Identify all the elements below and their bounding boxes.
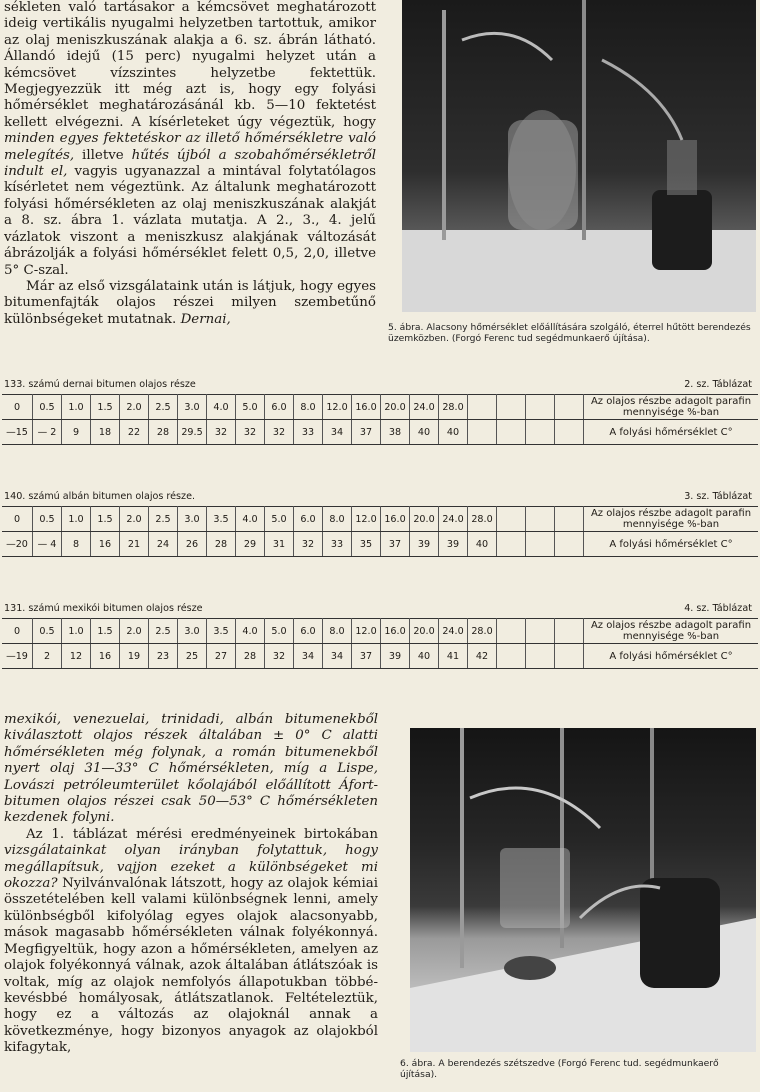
table-cell: 3.5	[207, 619, 236, 644]
table-cell: 40	[410, 644, 439, 669]
table-header	[0, 376, 760, 394]
table-title: 131. számú mexikói bitumen olajos része	[4, 603, 203, 614]
table-cell: 28.0	[439, 395, 468, 420]
table-cell: 39	[410, 532, 439, 557]
table-cell: 5.0	[236, 395, 265, 420]
table-cell: —19	[2, 644, 33, 669]
table-cell	[555, 644, 584, 669]
table-cell: 3.5	[207, 507, 236, 532]
table-cell: 19	[120, 644, 149, 669]
p4-text-b: Nyilvánvalónak látszott, hogy az olajok kémiai összetételében kell valami különbségnek lenni, amely különbségből kifolyólag egyes olajok alacsonyabb, mások magasabb hőmérsékleten válnak folyékonnyá. Megfigyeltük, hogy azon a hőmérsékleten, amelyen az olajok folyékonnyá válnak, azok általában átlátszóak is voltak, míg az olajok nemfolyós állapotukban többé-kevésbbé homályosak, átlátszatlanok. Feltételeztük, hogy ez a változás az olajoknál annak a következménye, hogy bizonyos anyagok az olajokból kifagytak,	[4, 876, 378, 1056]
table-row	[2, 532, 758, 557]
table-cell: 9	[62, 420, 91, 445]
table-cell: 2.5	[149, 395, 178, 420]
table-cell: 25	[178, 644, 207, 669]
table-cell	[526, 644, 555, 669]
table-cell: 41	[439, 644, 468, 669]
table-cell: 24.0	[410, 395, 439, 420]
table-cell: 2.0	[120, 619, 149, 644]
table-cell: 12.0	[352, 507, 381, 532]
table-3	[0, 488, 760, 557]
table-cell: 28	[149, 420, 178, 445]
row-label: Az olajos részbe adagolt parafin mennyisége %-ban	[584, 619, 759, 644]
table-cell: 27	[207, 644, 236, 669]
table-cell: 22	[120, 420, 149, 445]
table-cell: 20.0	[410, 507, 439, 532]
table-number: 3. sz. Táblázat	[684, 491, 752, 502]
p3-emphasis: mexikói, venezuelai, trinidadi, albán bitumenekből kiválasztott olajos részek általában ± 0° C alatti hőmérsékleten még folynak, a román bitumenekből nyert olaj 31—33° C hőmérsékleten, míg a Lispe, Lovászi petróleumterület kőolajából előállított Áfort-bitumen olajos részei csak 50—53° C hőmérsékleten kezdenek folyni.	[4, 712, 378, 826]
table-cell: 6.0	[294, 619, 323, 644]
table-cell: 37	[352, 420, 381, 445]
table-cell: 4.0	[236, 619, 265, 644]
row-label: A folyási hőmérséklet C°	[584, 532, 759, 557]
table-cell	[497, 532, 526, 557]
table-cell: 24.0	[439, 507, 468, 532]
table-cell: 28.0	[468, 619, 497, 644]
table-row	[2, 395, 758, 420]
table-cell: 29.5	[178, 420, 207, 445]
table-cell	[526, 507, 555, 532]
table-cell	[555, 619, 584, 644]
table-cell	[555, 420, 584, 445]
table-cell: 31	[265, 532, 294, 557]
table-cell: 16.0	[381, 507, 410, 532]
table-cell: 6.0	[265, 395, 294, 420]
top-text-column	[4, 0, 376, 328]
table-cell: 8	[62, 532, 91, 557]
table-2	[0, 376, 760, 445]
table-cell: 1.5	[91, 507, 120, 532]
table-cell: 26	[178, 532, 207, 557]
table-cell: 18	[91, 420, 120, 445]
table-cell: 1.0	[62, 619, 91, 644]
table-row	[2, 619, 758, 644]
table-cell: 16.0	[352, 395, 381, 420]
table-cell: 2.5	[149, 507, 178, 532]
figure-5-caption: 5. ábra. Alacsony hőmérséklet előállítására szolgáló, éterrel hűtött berendezés üzemközben. (Forgó Ferenc tud segédmunkaerő újítása).	[388, 322, 751, 344]
table-cell: 0.5	[33, 619, 62, 644]
table-cell	[497, 395, 526, 420]
table-cell: 4.0	[236, 507, 265, 532]
table-cell: 28.0	[468, 507, 497, 532]
table-cell: 6.0	[294, 507, 323, 532]
p4-text-a: Az 1. táblázat mérési eredményeinek birtokában	[26, 826, 378, 842]
table-cell	[555, 532, 584, 557]
table-cell: 32	[236, 420, 265, 445]
figure-5-photo	[402, 0, 756, 312]
table-cell: 8.0	[323, 507, 352, 532]
table-cell: 0.5	[33, 395, 62, 420]
table-cell: 32	[207, 420, 236, 445]
table-row	[2, 420, 758, 445]
table-cell: 21	[120, 532, 149, 557]
p2-text: Már az első vizsgálataink után is látjuk, hogy egyes bitumenfajták olajos részei milyen szembetűnő különbségeket mutatnak.	[4, 278, 376, 327]
table-cell: — 4	[33, 532, 62, 557]
figure-6-caption: 6. ábra. A berendezés szétszedve (Forgó Ferenc tud. segédmunkaerő újítása).	[400, 1058, 719, 1080]
table-cell: 37	[352, 644, 381, 669]
paragraph-1	[4, 0, 376, 279]
table-cell: 32	[294, 532, 323, 557]
table-cell: 8.0	[294, 395, 323, 420]
table-cell	[526, 619, 555, 644]
table-cell: 5.0	[265, 619, 294, 644]
table-title: 140. számú albán bitumen olajos része.	[4, 491, 196, 502]
table-cell: —15	[2, 420, 33, 445]
table-cell: 12.0	[352, 619, 381, 644]
table-cell: 24.0	[439, 619, 468, 644]
table-cell: 23	[149, 644, 178, 669]
table-row	[2, 644, 758, 669]
table-cell	[497, 420, 526, 445]
table-cell	[555, 395, 584, 420]
bottom-text-column	[4, 712, 378, 1057]
table-cell: 2.0	[120, 507, 149, 532]
table-cell: 24	[149, 532, 178, 557]
table-cell: 38	[381, 420, 410, 445]
table-cell: 32	[265, 644, 294, 669]
table-title: 133. számú dernai bitumen olajos része	[4, 379, 196, 390]
p1-emphasis-2: hűtés újból a szobahőmérsékletről indult el,	[4, 147, 376, 180]
p4-emphasis: vizsgálatainkat olyan irányban folytattuk, hogy megállapítsuk, vajjon ezeket a különbségeket mi okozza?	[4, 843, 378, 892]
table-cell: 3.0	[178, 395, 207, 420]
table-cell: 0	[2, 619, 33, 644]
table-cell: 3.0	[178, 507, 207, 532]
table-cell: 1.5	[91, 395, 120, 420]
paragraph-3	[4, 712, 378, 827]
table-cell: 20.0	[410, 619, 439, 644]
table-cell: — 2	[33, 420, 62, 445]
table-cell: 1.0	[62, 395, 91, 420]
table-row	[2, 507, 758, 532]
table-4	[0, 600, 760, 669]
table-cell	[497, 619, 526, 644]
table-cell: 20.0	[381, 395, 410, 420]
table-cell: 40	[468, 532, 497, 557]
figure-6-photo	[410, 728, 756, 1052]
table-cell	[555, 507, 584, 532]
table-cell: 2.5	[149, 619, 178, 644]
data-table	[2, 506, 758, 557]
table-cell: —20	[2, 532, 33, 557]
paragraph-4	[4, 827, 378, 1057]
table-cell: 5.0	[265, 507, 294, 532]
table-header	[0, 600, 760, 618]
p1-end: vagyis ugyanazzal a mintával folytatólagos kísérletet nem végeztünk. Az általunk meghatározott folyási hőmérsékleten az olaj meniszkuszának alakját a 8. sz. ábra 1. vázlata mutatja. A 2., 3., 4. jelű vázlatok viszont a meniszkusz alakjának változását ábrázolják a folyási hőmérséklet felett 0,5, 2,0, illetve 5° C-szal.	[4, 164, 376, 278]
table-cell: 16	[91, 532, 120, 557]
table-cell	[468, 420, 497, 445]
table-cell: 0	[2, 395, 33, 420]
table-cell	[526, 420, 555, 445]
table-cell	[497, 644, 526, 669]
table-cell	[497, 507, 526, 532]
table-cell: 1.0	[62, 507, 91, 532]
table-cell: 28	[236, 644, 265, 669]
row-label: Az olajos részbe adagolt parafin mennyisége %-ban	[584, 507, 759, 532]
table-cell: 40	[410, 420, 439, 445]
row-label: Az olajos részbe adagolt parafin mennyisége %-ban	[584, 395, 759, 420]
table-cell: 8.0	[323, 619, 352, 644]
table-cell: 12.0	[323, 395, 352, 420]
table-cell: 34	[323, 420, 352, 445]
p1-mid: illetve	[74, 147, 132, 163]
apparatus-photo-illustration	[402, 0, 756, 312]
table-cell: 0	[2, 507, 33, 532]
table-cell: 33	[323, 532, 352, 557]
data-table	[2, 618, 758, 669]
disassembled-apparatus-illustration	[410, 728, 756, 1052]
row-label: A folyási hőmérséklet C°	[584, 420, 759, 445]
table-cell: 33	[294, 420, 323, 445]
table-cell: 2	[33, 644, 62, 669]
table-cell	[526, 395, 555, 420]
table-cell: 40	[439, 420, 468, 445]
table-cell: 34	[294, 644, 323, 669]
table-cell: 39	[381, 644, 410, 669]
p2-emphasis: Dernai,	[180, 311, 231, 327]
table-cell: 37	[381, 532, 410, 557]
table-header	[0, 488, 760, 506]
table-cell	[468, 395, 497, 420]
table-cell: 12	[62, 644, 91, 669]
table-cell: 1.5	[91, 619, 120, 644]
table-number: 4. sz. Táblázat	[684, 603, 752, 614]
table-cell	[526, 532, 555, 557]
table-cell: 42	[468, 644, 497, 669]
table-number: 2. sz. Táblázat	[684, 379, 752, 390]
p1-emphasis-1: minden egyes fektetéskor az illető hőmérsékletre való melegítés,	[4, 131, 376, 163]
table-cell: 16	[91, 644, 120, 669]
table-cell: 35	[352, 532, 381, 557]
table-cell: 34	[323, 644, 352, 669]
paragraph-2	[4, 279, 376, 328]
table-cell: 28	[207, 532, 236, 557]
p1-text: sékleten való tartásakor a kémcsövet meghatározott ideig vertikális nyugalmi helyzetben tartottuk, amikor az olaj meniszkuszának alakja a 6. sz. ábrán látható. Állandó idejű (15 perc) nyugalmi helyzet után a kémcsövet vízszintes helyzetbe fektettük. Megjegyezzük itt még azt is, hogy egy folyási hőmérséklet meghatározásánál kb. 5—10 fektetést kellett elvégezni. A kísérleteket úgy végeztük, hogy	[4, 0, 376, 130]
table-cell: 16.0	[381, 619, 410, 644]
table-cell: 3.0	[178, 619, 207, 644]
table-cell: 39	[439, 532, 468, 557]
table-cell: 4.0	[207, 395, 236, 420]
row-label: A folyási hőmérséklet C°	[584, 644, 759, 669]
table-cell: 0.5	[33, 507, 62, 532]
table-cell: 32	[265, 420, 294, 445]
data-table	[2, 394, 758, 445]
table-cell: 29	[236, 532, 265, 557]
table-cell: 2.0	[120, 395, 149, 420]
